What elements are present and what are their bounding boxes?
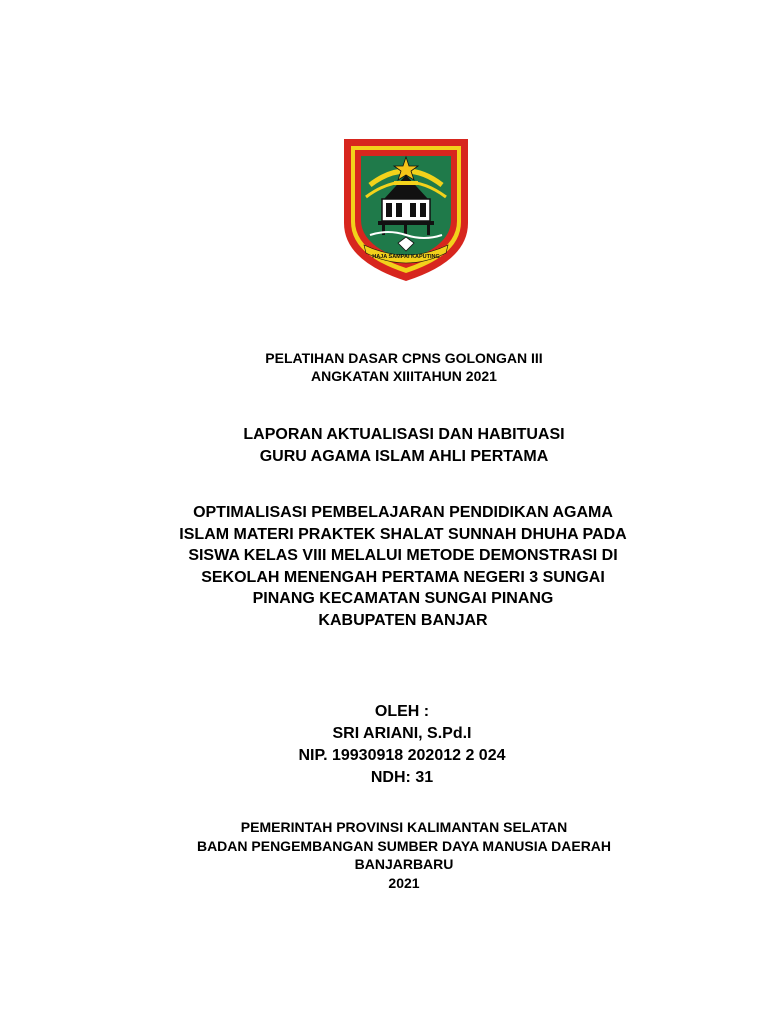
institution-line-2: BADAN PENGEMBANGAN SUMBER DAYA MANUSIA DAERAH — [196, 837, 612, 854]
title-line-3: SISWA KELAS VIII MELALUI METODE DEMONSTRASI DI — [188, 547, 618, 564]
institution-block — [0, 818, 768, 892]
coat-of-arms-emblem — [342, 137, 470, 283]
author-ndh: NDH: 31 — [370, 769, 434, 786]
provincial-coat-of-arms-icon — [342, 137, 470, 283]
report-title — [0, 502, 768, 631]
training-line-1: PELATIHAN DASAR CPNS GOLONGAN III — [265, 350, 543, 366]
training-line-2: ANGKATAN XIIITAHUN 2021 — [311, 368, 497, 384]
title-line-4: SEKOLAH MENENGAH PERTAMA NEGERI 3 SUNGAI — [201, 568, 605, 586]
author-nip: NIP. 19930918 202012 2 024 — [298, 747, 506, 764]
title-line-2: ISLAM MATERI PRAKTEK SHALAT SUNNAH DHUHA PADA — [179, 525, 627, 543]
training-heading — [0, 349, 768, 385]
report-line-2: GURU AGAMA ISLAM AHLI PERTAMA — [259, 448, 549, 465]
by-label: OLEH : — [374, 703, 430, 720]
institution-line-1: PEMERINTAH PROVINSI KALIMANTAN SELATAN — [240, 819, 568, 835]
title-line-5: PINANG KECAMATAN SUNGAI PINANG — [252, 590, 554, 607]
author-name: SRI ARIANI, S.Pd.I — [332, 725, 472, 742]
emblem-motto: HAJA SAMPAI KAPUTING — [372, 254, 440, 260]
title-line-6: KABUPATEN BANJAR — [318, 611, 488, 629]
institution-city: BANJARBARU — [354, 856, 454, 872]
title-line-1: OPTIMALISASI PEMBELAJARAN PENDIDIKAN AGAMA — [193, 504, 613, 521]
institution-year: 2021 — [388, 874, 420, 891]
report-line-1: LAPORAN AKTUALISASI DAN HABITUASI — [243, 426, 565, 443]
report-heading — [0, 424, 768, 468]
author-block — [0, 701, 768, 789]
